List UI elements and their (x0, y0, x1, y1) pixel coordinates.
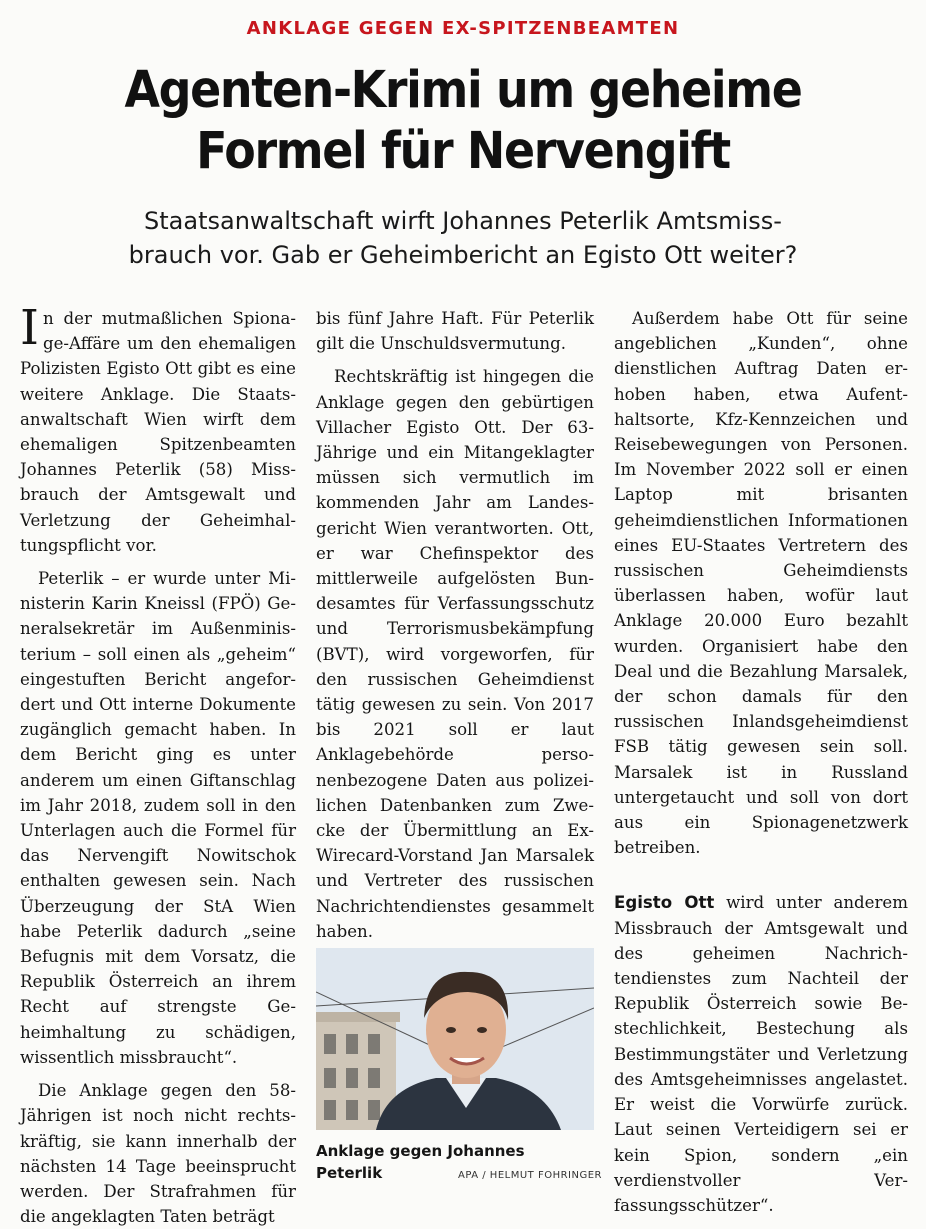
subhead-line-1: Staatsanwaltschaft wirft Johannes Peterlik Amtsmiss- (144, 207, 782, 235)
paragraph-lead: Egisto Ott (614, 893, 715, 913)
article-column-3 (614, 306, 908, 1218)
subheadline (0, 204, 926, 272)
paragraph-body: wird unter anderem Missbrauch der Amtsgewalt und des geheimen Nachrichtendienstes zum Nachteil der Republik Österreich sowie Bestechlichkeit, Bestechung als Bestimmungstäter und Verletzung des Amtsgeheimnisses angelastet. Er weist die Vorwürfe zurück. Laut seinen Verteidigern sei er kein Spion, sondern „ein verdienstvoller Verfassungsschützer“. (614, 893, 908, 1215)
kicker: ANKLAGE GEGEN EX-SPITZENBEAMTEN (246, 18, 680, 39)
paragraph: Die Anklage gegen den 58-Jährigen ist noch nicht rechtskräftig, sie kann innerhalb der nächsten 14 Tage beeinsprucht werden. Der Strafrahmen für die angeklagten Taten beträgt (20, 1081, 296, 1227)
portrait-photo (316, 948, 594, 1130)
photo-credit: APA / HELMUT FOHRINGER (458, 1170, 602, 1181)
paragraph (614, 890, 908, 1218)
caption-line-1: Anklage gegen Johannes (316, 1142, 525, 1160)
paragraph: In der mutmaßlichen Spionage-Affäre um den ehemaligen Polizisten Egisto Ott gibt es eine weitere Anklage. Die Staatsanwaltschaft Wien wirft dem ehemaligen Spitzenbeamten Johannes Peterlik (58) Missbrauch der Amtsgewalt und Verletzung der Geheimhaltungspflicht vor. (20, 300, 296, 555)
headline-line-1: Agenten-Krimi um geheime (124, 61, 802, 120)
article-column-2 (316, 306, 594, 944)
article-column-1 (20, 300, 296, 1229)
headline (46, 60, 879, 182)
paragraph: bis fünf Jahre Haft. Für Peterlik gilt die Unschuldsvermutung. (316, 309, 594, 354)
headline-line-2: Formel für Nervengift (196, 122, 730, 181)
paragraph: Außerdem habe Ott für seine angeblichen „Kunden“, ohne dienstlichen Auftrag Daten erhoben haben, etwa Aufenthaltsorte, Kfz-Kennzeichen und Reisebewegungen von Personen. Im November 2022 soll er einen Laptop mit brisanten geheimdienstlichen Informationen eines EU-Staates Vertretern des russischen Geheimdiensts überlassen haben, wofür laut Anklage 20.000 Euro bezahlt wurden. Organisiert habe den Deal und die Bezahlung Marsalek, der schon damals für den russischen Inlandsgeheimdienst FSB tätig gewesen sein soll. Marsalek ist in Russland untergetaucht und soll von dort aus ein Spionagenetzwerk betreiben. (614, 309, 908, 858)
paragraph: Peterlik – er wurde unter Ministerin Karin Kneissl (FPÖ) Generalsekretär im Außenministerium – soll einen als „geheim“ eingestuften Bericht angefordert und Ott interne Dokumente zugänglich gemacht haben. In dem Bericht ging es unter anderem um einen Giftanschlag im Jahr 2018, zudem soll in den Unterlagen auch die Formel für das Nervengift Nowitschok enthalten gewesen sein. Nach Überzeugung der StA Wien habe Peterlik dadurch „seine Befugnis mit dem Vorsatz, die Republik Österreich an ihrem Recht auf strengste Geheimhaltung zu schädigen, wissentlich missbraucht“. (20, 569, 296, 1067)
paragraph: Rechtskräftig ist hingegen die Anklage gegen den gebürtigen Villacher Egisto Ott. Der 63-Jährige und ein Mitangeklagter müssen sich vermutlich im kommenden Jahr am Landesgericht Wien verantworten. Ott, er war Chefinspektor des mittlerweile aufgelösten Bundesamtes für Verfassungsschutz und Terrorismusbekämpfung (BVT), wird vorgeworfen, für den russischen Geheimdienst tätig gewesen zu sein. Von 2017 bis 2021 soll er laut Anklagebehörde personenbezogene Daten aus polizeilichen Datenbanken zum Zwecke der Übermittlung an Ex-Wirecard-Vorstand Jan Marsalek und Vertreter des russischen Nachrichtendienstes gesammelt haben. (316, 367, 594, 941)
caption-line-2: Peterlik (316, 1164, 383, 1182)
subhead-line-2: brauch vor. Gab er Geheimbericht an Egisto Ott weiter? (128, 241, 798, 269)
